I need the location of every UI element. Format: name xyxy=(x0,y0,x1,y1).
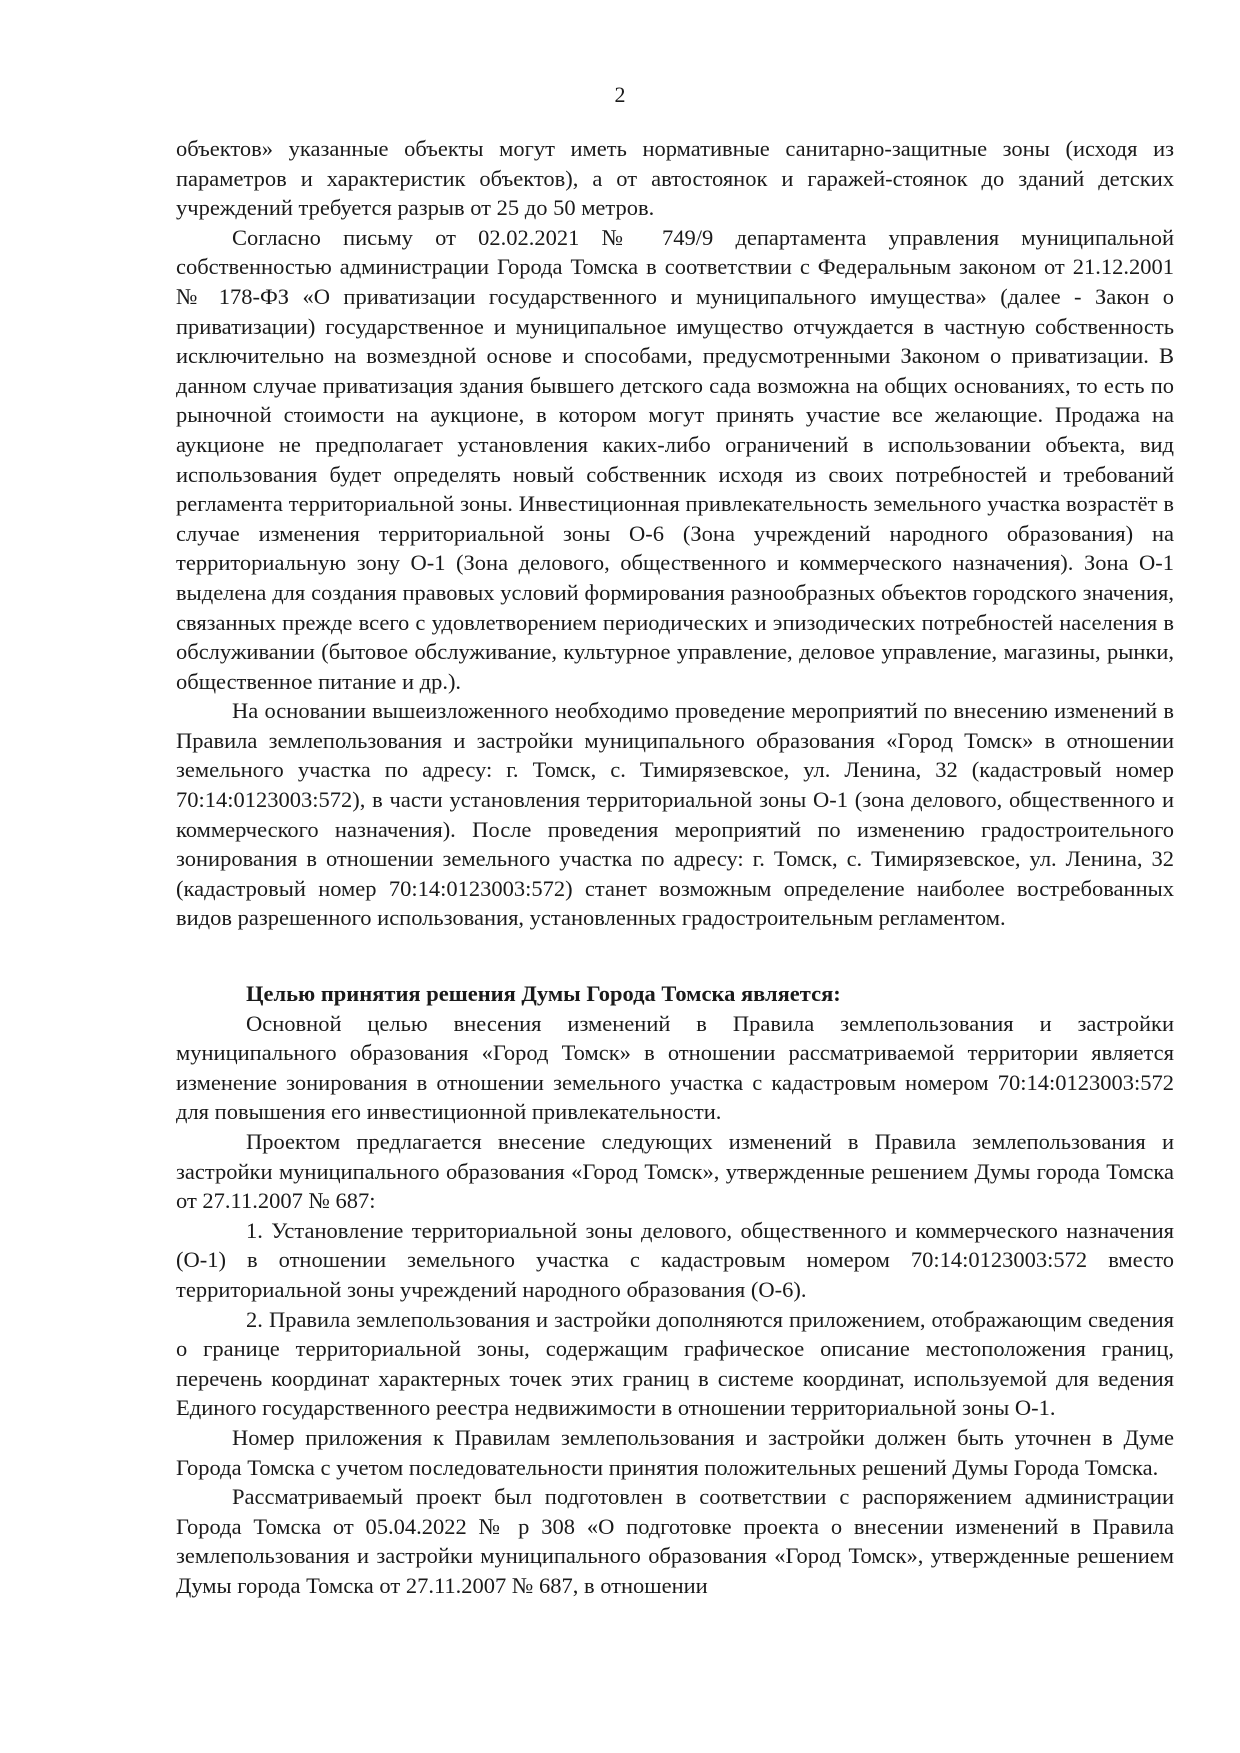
page-number: 2 xyxy=(614,82,626,107)
section-heading: Целью принятия решения Думы Города Томска является: xyxy=(246,981,841,1007)
list-item-2: 2. Правила землепользования и застройки дополняются приложением, отображающим сведения о границе территориальной зоны, содержащим графическое описание местоположения границ, перечень координат характерных точек этих границ в системе координат, используемой для ведения Единого государственного реестра недвижимости в отношении территориальной зоны О-1. xyxy=(176,1306,1174,1421)
paragraph-8: Номер приложения к Правилам землепользования и застройки должен быть уточнен в Думе Города Томска с учетом последовательности принятия положительных решений Думы Города Томска. xyxy=(176,1424,1174,1480)
paragraph-5: Проектом предлагается внесение следующих изменений в Правила землепользования и застройки муниципального образования «Город Томск», утвержденные решением Думы города Томска от 27.11.2007 № 687: xyxy=(176,1129,1174,1214)
paragraph-2: Согласно письму от 02.02.2021 № 749/9 департамента управления муниципальной собственностью администрации Города Томска в соответствии с Федеральным законом от 21.12.2001 № 178-ФЗ «О приватизации государственного и муниципального имущества» (далее - Закон о приватизации) государственное и муниципальное имущество отчуждается в частную собственность исключительно на возмездной основе и способами, предусмотренными Законом о приватизации. В данном случае приватизация здания бывшего детского сада возможна на общих основаниях, то есть по рыночной стоимости на аукционе, в котором могут принять участие все желающие. Продажа на аукционе не предполагает установления каких-либо ограничений в использовании объекта, вид использования будет определять новый собственник исходя из своих потребностей и требований регламента территориальной зоны. Инвестиционная привлекательность земельного участка возрастёт в случае изменения территориальной зоны О-6 (Зона учреждений народного образования) на территориальную зону О-1 (Зона делового, общественного и коммерческого назначения). Зона О-1 выделена для создания правовых условий формирования разнообразных объектов городского значения, связанных прежде всего с удовлетворением периодических и эпизодических потребностей населения в обслуживании (бытовое обслуживание, культурное управление, деловое управление, магазины, рынки, общественное питание и др.). xyxy=(176,224,1174,694)
section-gap xyxy=(176,933,1174,979)
paragraph-9: Рассматриваемый проект был подготовлен в соответствии с распоряжением администрации Города Томска от 05.04.2022 № р 308 «О подготовке проекта о внесении изменений в Правила землепользования и застройки муниципального образования «Город Томск», утвержденные решением Думы города Томска от 27.11.2007 № 687, в отношении xyxy=(176,1484,1174,1598)
list-item-1: 1. Установление территориальной зоны делового, общественного и коммерческого назначения (О-1) в отношении земельного участка с кадастровым номером 70:14:0123003:572 вместо территориальной зоны учреждений народного образования (О-6). xyxy=(176,1217,1174,1302)
document-body xyxy=(176,134,1174,1601)
paragraph-3: На основании вышеизложенного необходимо проведение мероприятий по внесению изменений в Правила землепользования и застройки муниципального образования «Город Томск» в отношении земельного участка по адресу: г. Томск, с. Тимирязевское, ул. Ленина, 32 (кадастровый номер 70:14:0123003:572), в части установления территориальной зоны О-1 (зона делового, общественного и коммерческого назначения). После проведения мероприятий по изменению градостроительного зонирования в отношении земельного участка по адресу: г. Томск, с. Тимирязевское, ул. Ленина, 32 (кадастровый номер 70:14:0123003:572) станет возможным определение наиболее востребованных видов разрешенного использования, установленных градостроительным регламентом. xyxy=(176,698,1174,931)
paragraph-4: Основной целью внесения изменений в Правила землепользования и застройки муниципального образования «Город Томск» в отношении рассматриваемой территории является изменение зонирования в отношении земельного участка с кадастровым номером 70:14:0123003:572 для повышения его инвестиционной привлекательности. xyxy=(176,1010,1174,1125)
paragraph-1: объектов» указанные объекты могут иметь нормативные санитарно-защитные зоны (исходя из параметров и характеристик объектов), а от автостоянок и гаражей-стоянок до зданий детских учреждений требуется разрыв от 25 до 50 метров. xyxy=(176,136,1174,221)
